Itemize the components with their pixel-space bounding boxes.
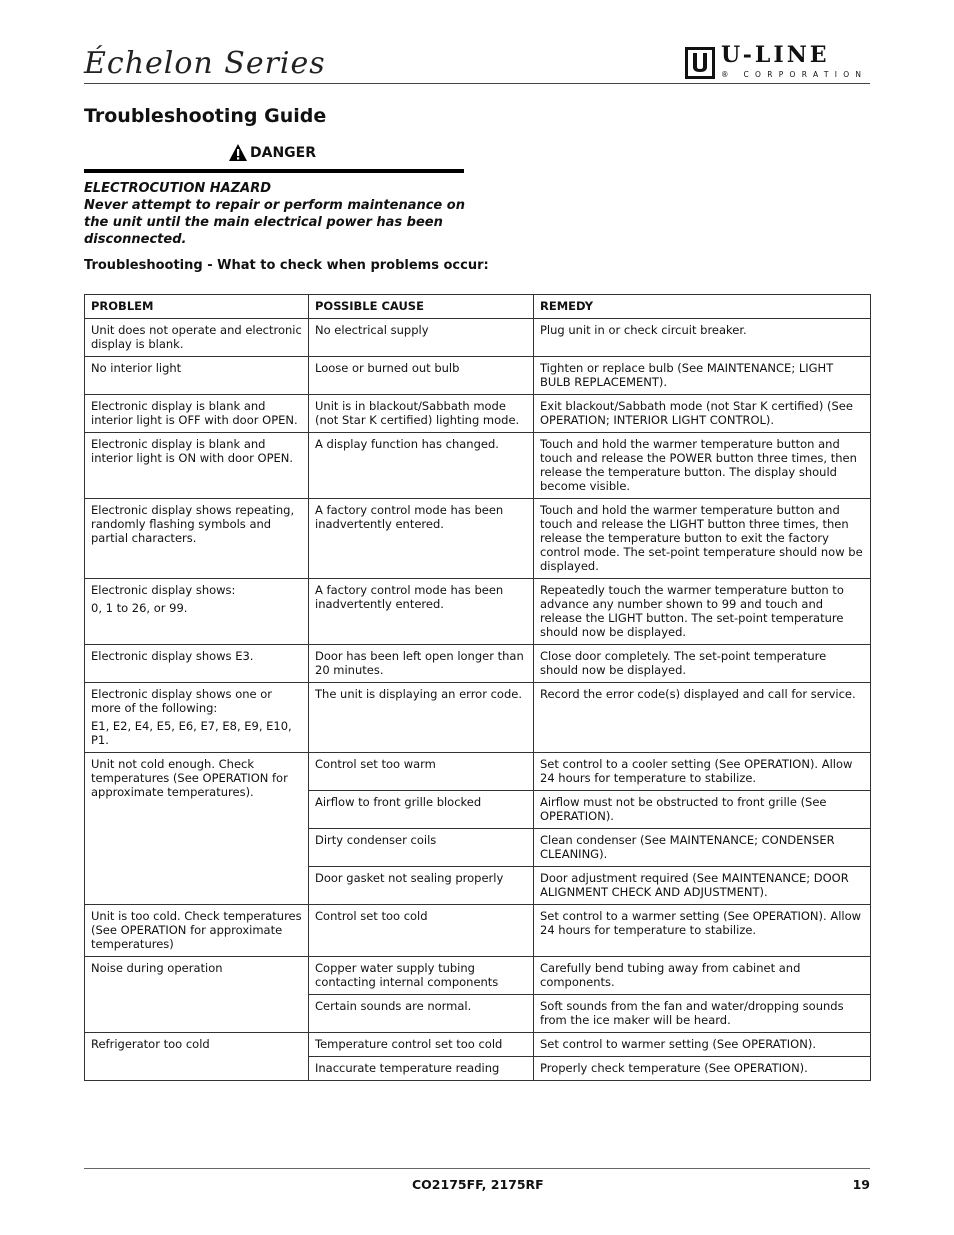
cause-cell: Control set too cold <box>309 905 534 957</box>
column-header-cause: POSSIBLE CAUSE <box>309 295 534 319</box>
table-row <box>85 433 871 499</box>
cause-cell: Door has been left open longer than 20 minutes. <box>309 645 534 683</box>
cause-cell: Unit is in blackout/Sabbath mode (not Star K certified) lighting mode. <box>309 395 534 433</box>
problem-cell: Noise during operation <box>85 957 309 1033</box>
problem-text: Electronic display shows: <box>91 583 236 597</box>
cause-cell: Temperature control set too cold <box>309 1033 534 1057</box>
remedy-cell: Repeatedly touch the warmer temperature button to advance any number shown to 99 and touch and release the LIGHT button. The set-point temperature should now be displayed. <box>534 579 871 645</box>
cause-cell: Dirty condenser coils <box>309 829 534 867</box>
table-row <box>85 395 871 433</box>
cause-cell: No electrical supply <box>309 319 534 357</box>
page-number: 19 <box>852 1177 870 1192</box>
hazard-title: ELECTROCUTION HAZARD <box>84 181 272 196</box>
series-title: Échelon Series <box>84 46 326 81</box>
table-row <box>85 1033 871 1057</box>
header-divider <box>84 83 870 84</box>
problem-cell <box>85 579 309 645</box>
remedy-cell: Properly check temperature (See OPERATION). <box>534 1057 871 1081</box>
remedy-cell: Tighten or replace bulb (See MAINTENANCE; LIGHT BULB REPLACEMENT). <box>534 357 871 395</box>
remedy-cell: Exit blackout/Sabbath mode (not Star K certified) (See OPERATION; INTERIOR LIGHT CONTROL). <box>534 395 871 433</box>
cause-cell: The unit is displaying an error code. <box>309 683 534 753</box>
remedy-cell: Set control to a cooler setting (See OPERATION). Allow 24 hours for temperature to stabilize. <box>534 753 871 791</box>
cause-cell: A factory control mode has been inadvertently entered. <box>309 579 534 645</box>
table-row <box>85 957 871 995</box>
brand-name: U-LINE <box>721 42 830 68</box>
hazard-text: Never attempt to repair or perform maintenance on the unit until the main electrical power has been disconnected. <box>84 198 465 247</box>
page-title: Troubleshooting Guide <box>84 105 327 127</box>
problem-cell <box>85 683 309 753</box>
cause-cell: Control set too warm <box>309 753 534 791</box>
brand-subtitle: ® CORPORATION <box>721 70 868 79</box>
cause-cell: Inaccurate temperature reading <box>309 1057 534 1081</box>
problem-detail: 0, 1 to 26, or 99. <box>91 601 188 615</box>
table-row <box>85 319 871 357</box>
problem-cell: Unit does not operate and electronic display is blank. <box>85 319 309 357</box>
remedy-cell: Clean condenser (See MAINTENANCE; CONDENSER CLEANING). <box>534 829 871 867</box>
page-header <box>84 40 870 84</box>
uline-logo-icon <box>685 47 715 79</box>
table-row <box>85 645 871 683</box>
table-header-row <box>85 295 871 319</box>
brand-logo <box>685 44 870 80</box>
footer-model-number: CO2175FF, 2175RF <box>412 1177 544 1192</box>
problem-cell: Unit not cold enough. Check temperatures (See OPERATION for approximate temperatures). <box>85 753 309 905</box>
table-row <box>85 683 871 753</box>
table-row <box>85 579 871 645</box>
problem-text: Electronic display shows one or more of the following: <box>91 687 273 715</box>
cause-cell: Door gasket not sealing properly <box>309 867 534 905</box>
cause-cell: Copper water supply tubing contacting internal components <box>309 957 534 995</box>
danger-banner <box>84 142 464 173</box>
problem-cell: Electronic display shows repeating, randomly flashing symbols and partial characters. <box>85 499 309 579</box>
problem-cell: Unit is too cold. Check temperatures (See OPERATION for approximate temperatures) <box>85 905 309 957</box>
table-row <box>85 753 871 791</box>
problem-detail: E1, E2, E4, E5, E6, E7, E8, E9, E10, P1. <box>91 719 292 747</box>
remedy-cell: Airflow must not be obstructed to front grille (See OPERATION). <box>534 791 871 829</box>
remedy-cell: Record the error code(s) displayed and call for service. <box>534 683 871 753</box>
cause-cell: A display function has changed. <box>309 433 534 499</box>
danger-label: DANGER <box>250 144 317 161</box>
remedy-cell: Soft sounds from the fan and water/dropping sounds from the ice maker will be heard. <box>534 995 871 1033</box>
problem-cell: Electronic display is blank and interior light is ON with door OPEN. <box>85 433 309 499</box>
cause-cell: Airflow to front grille blocked <box>309 791 534 829</box>
footer-divider <box>84 1168 870 1169</box>
remedy-cell: Set control to warmer setting (See OPERATION). <box>534 1033 871 1057</box>
cause-cell: Loose or burned out bulb <box>309 357 534 395</box>
remedy-cell: Door adjustment required (See MAINTENANCE; DOOR ALIGNMENT CHECK AND ADJUSTMENT). <box>534 867 871 905</box>
column-header-problem: PROBLEM <box>85 295 309 319</box>
remedy-cell: Close door completely. The set-point temperature should now be displayed. <box>534 645 871 683</box>
table-row <box>85 905 871 957</box>
table-row <box>85 357 871 395</box>
problem-cell: No interior light <box>85 357 309 395</box>
troubleshooting-table <box>84 294 871 1081</box>
remedy-cell: Plug unit in or check circuit breaker. <box>534 319 871 357</box>
warning-triangle-icon <box>228 143 248 162</box>
problem-cell: Refrigerator too cold <box>85 1033 309 1081</box>
cause-cell: Certain sounds are normal. <box>309 995 534 1033</box>
hazard-warning <box>84 180 474 248</box>
remedy-cell: Carefully bend tubing away from cabinet and components. <box>534 957 871 995</box>
cause-cell: A factory control mode has been inadvertently entered. <box>309 499 534 579</box>
problem-cell: Electronic display shows E3. <box>85 645 309 683</box>
remedy-cell: Touch and hold the warmer temperature button and touch and release the LIGHT button three times, then release the temperature button to exit the factory control mode. The set-point temperature should now be displayed. <box>534 499 871 579</box>
column-header-remedy: REMEDY <box>534 295 871 319</box>
remedy-cell: Touch and hold the warmer temperature button and touch and release the POWER button three times, then release the temperature button. The display should become visible. <box>534 433 871 499</box>
problem-cell: Electronic display is blank and interior light is OFF with door OPEN. <box>85 395 309 433</box>
table-row <box>85 499 871 579</box>
section-subheading: Troubleshooting - What to check when problems occur: <box>84 258 489 273</box>
remedy-cell: Set control to a warmer setting (See OPERATION). Allow 24 hours for temperature to stabilize. <box>534 905 871 957</box>
